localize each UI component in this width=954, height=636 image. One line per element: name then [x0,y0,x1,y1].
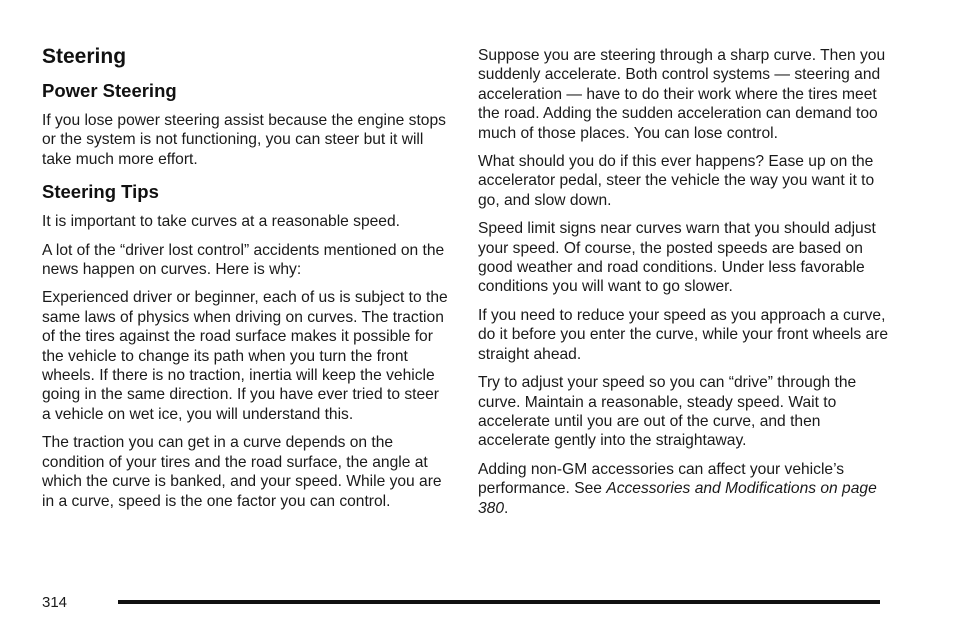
paragraph-text: Adding non-GM accessories can affect your vehicle’s performance. See [478,460,845,498]
paragraph: If you need to reduce your speed as you approach a curve, do it before you enter the curve, while your front wheels are straight ahead. [478,306,888,363]
paragraph-end: . [504,499,509,517]
paragraph: Suppose you are steering through a sharp curve. Then you suddenly accelerate. Both control systems — steering and acceleration — have to do their work where the tires meet the road. Adding the sudden acceleration can demand too much of those places. You can lose control. [478,47,886,142]
paragraph: What should you do if this ever happens? Ease up on the accelerator pedal, steer the vehicle the way you want it to go, and slow down. [478,153,875,209]
section-heading-power-steering: Power Steering [42,80,177,101]
paragraph: Try to adjust your speed so you can “drive” through the curve. Maintain a reasonable, steady speed. Wait to accelerate until you are out of the curve, and then accelerate gently into the straightaway. [478,374,857,450]
paragraph: If you lose power steering assist because the engine stops or the system is not functioning, you can steer but it will take much more effort. [42,112,446,168]
paragraph-accessories [478,460,888,518]
paragraph: Speed limit signs near curves warn that you should adjust your speed. Of course, the posted speeds are based on good weather and road conditions. Under less favorable conditions you will want to go slower. [478,220,876,296]
cross-reference-link[interactable]: Accessories and Modifications on page 380 [478,480,877,517]
page-title: Steering [42,45,127,68]
left-column [42,44,450,520]
paragraph: It is important to take curves at a reasonable speed. [42,213,400,231]
paragraph: Experienced driver or beginner, each of us is subject to the same laws of physics when driving on curves. The traction of the tires against the road surface makes it possible for the vehicle to change its path when you turn the front wheels. If there is no traction, inertia will keep the vehicle going in the same direction. If you have ever tried to steer a vehicle on wet ice, you will understand this. [42,289,448,423]
page-number: 314 [42,594,68,611]
right-column [478,46,888,527]
paragraph: The traction you can get in a curve depends on the condition of your tires and the road surface, the angle at which the curve is banked, and your speed. While you are in a curve, speed is the one factor you can control. [42,434,442,510]
footer-rule [118,600,880,604]
section-heading-steering-tips: Steering Tips [42,181,159,203]
paragraph: A lot of the “driver lost control” accidents mentioned on the news happen on curves. Here is why: [42,241,445,279]
